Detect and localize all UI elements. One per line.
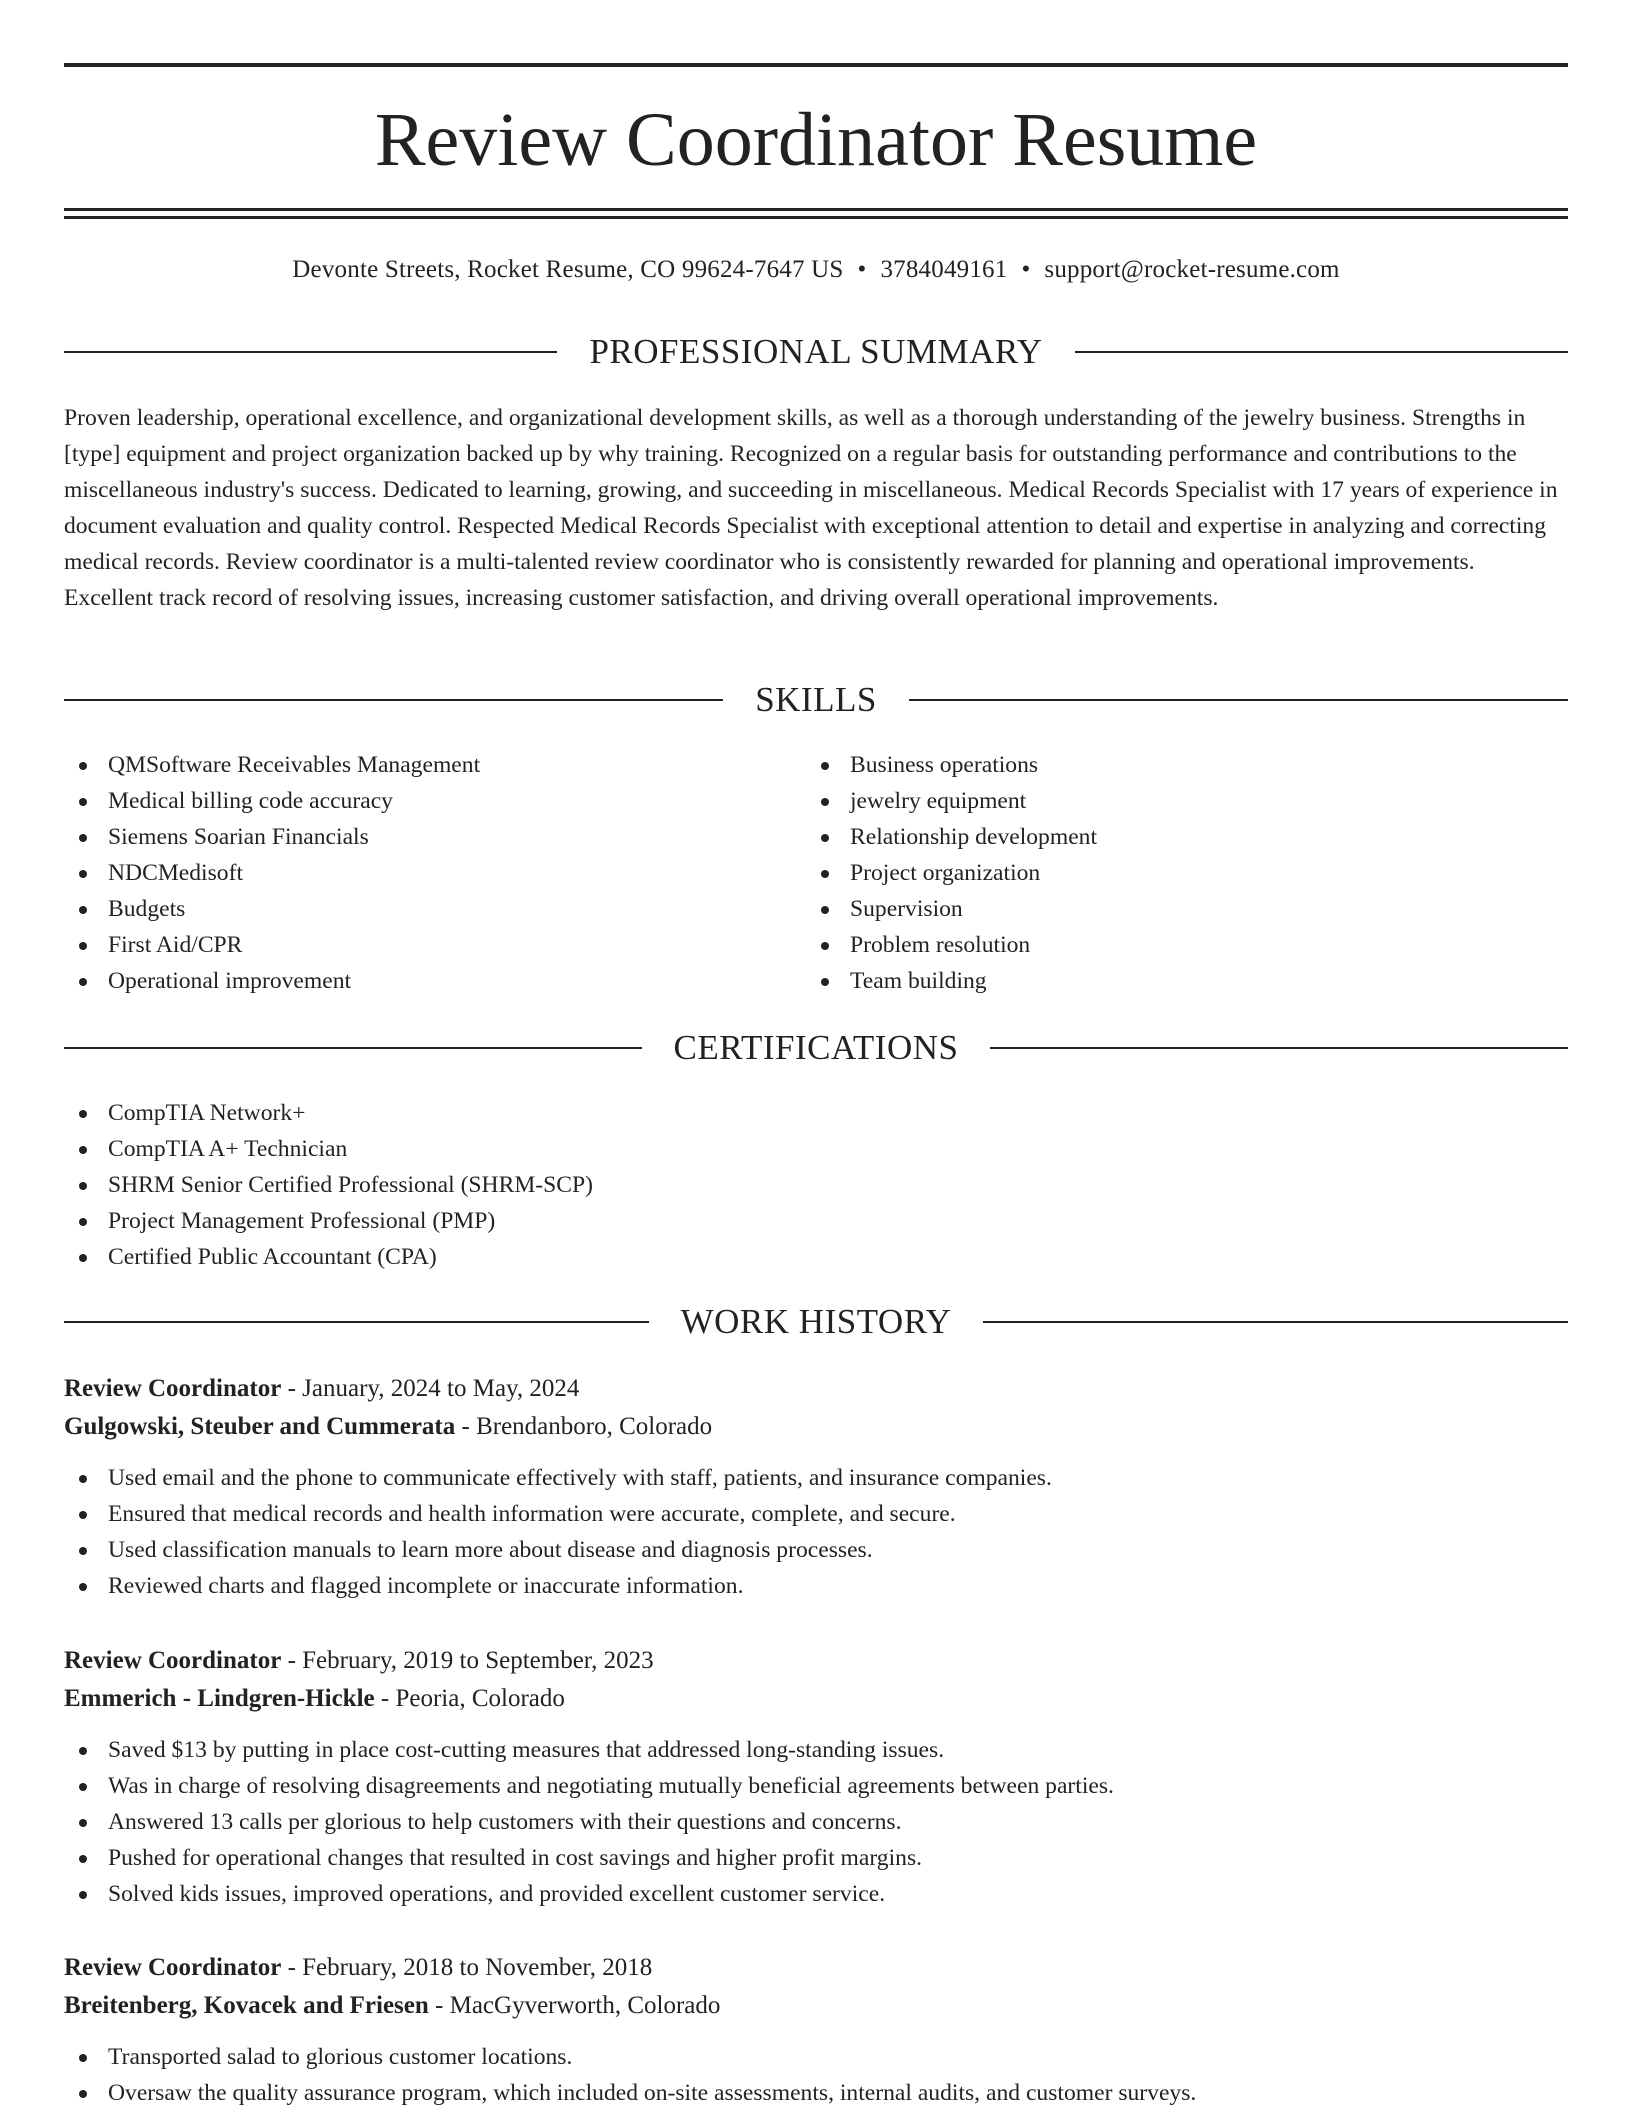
certification-item: Project Management Professional (PMP) <box>64 1203 1568 1239</box>
certification-item: SHRM Senior Certified Professional (SHRM-SCP) <box>64 1167 1568 1203</box>
job-role-line <box>64 1642 1568 1680</box>
job-company: Gulgowski, Steuber and Cummerata <box>64 1413 456 1440</box>
skill-item: QMSoftware Receivables Management <box>64 747 804 783</box>
heading-rule-left <box>64 1047 642 1049</box>
skill-item: Relationship development <box>806 819 1546 855</box>
skills-list-right <box>806 747 1546 999</box>
skill-item: Operational improvement <box>64 963 804 999</box>
heading-rule-right <box>990 1047 1568 1049</box>
job-bullet: Solved kids issues, improved operations, and provided excellent customer service. <box>64 1876 1568 1912</box>
skills-heading-label: SKILLS <box>755 680 877 719</box>
job-company-line <box>64 1408 1568 1446</box>
job-entry <box>64 1642 1568 1912</box>
heading-rule-right <box>1075 351 1568 353</box>
skill-item: First Aid/CPR <box>64 927 804 963</box>
job-bullets <box>64 1732 1568 1912</box>
job-company: Breitenberg, Kovacek and Friesen <box>64 1992 429 2019</box>
title-rule-lower <box>64 216 1568 219</box>
job-entry <box>64 1370 1568 1604</box>
job-bullet: Used classification manuals to learn more about disease and diagnosis processes. <box>64 1532 1568 1568</box>
job-bullet: Pushed for operational changes that resulted in cost savings and higher profit margins. <box>64 1840 1568 1876</box>
heading-rule-left <box>64 1321 649 1323</box>
skill-item: Project organization <box>806 855 1546 891</box>
job-bullet: Ensured that medical records and health information were accurate, complete, and secure. <box>64 1496 1568 1532</box>
job-location: - Brendanboro, Colorado <box>455 1413 713 1440</box>
job-company: Emmerich - Lindgren-Hickle <box>64 1685 375 1712</box>
skill-item: Siemens Soarian Financials <box>64 819 804 855</box>
heading-rule-left <box>64 699 723 701</box>
contact-separator: • <box>857 256 867 283</box>
job-company-line <box>64 1987 1568 2025</box>
skill-item: Supervision <box>806 891 1546 927</box>
job-dates: - February, 2019 to September, 2023 <box>281 1647 654 1674</box>
summary-text: Proven leadership, operational excellence, and organizational development skills, as well as a thorough understanding of the jewelry business. Strengths in [type] equipment and project organization backed up by why training. Recognized on a regular basis for outstanding performance and contributions to the miscellaneous industry's success. Dedicated to learning, growing, and succeeding in miscellaneous. Medical Records Specialist with 17 years of experience in document evaluation and quality control. Respected Medical Records Specialist with exceptional attention to detail and expertise in analyzing and correcting medical records. Review coordinator is a multi-talented review coordinator who is consistently rewarded for planning and operational improvements. Excellent track record of resolving issues, increasing customer satisfaction, and driving overall operational improvements. <box>64 405 1558 611</box>
contact-email: support@rocket-resume.com <box>1044 256 1340 283</box>
summary-heading-label: PROFESSIONAL SUMMARY <box>589 332 1043 371</box>
skills-heading <box>64 678 1568 722</box>
job-location: - Peoria, Colorado <box>374 1685 565 1712</box>
title-rule-upper <box>64 208 1568 211</box>
skill-item: Budgets <box>64 891 804 927</box>
job-role: Review Coordinator <box>64 1375 282 1402</box>
skill-item: Medical billing code accuracy <box>64 783 804 819</box>
job-role: Review Coordinator <box>64 1647 282 1674</box>
job-bullet: Used email and the phone to communicate effectively with staff, patients, and insurance companies. <box>64 1460 1568 1496</box>
certifications-list <box>64 1095 1568 1275</box>
job-bullet: Transported salad to glorious customer locations. <box>64 2039 1568 2075</box>
resume-title: Review Coordinator Resume <box>374 98 1258 182</box>
top-rule <box>64 63 1568 67</box>
skills-list-left <box>64 747 804 999</box>
heading-rule-right <box>909 699 1568 701</box>
job-role-line <box>64 1370 1568 1408</box>
summary-heading <box>64 330 1568 374</box>
certifications-heading <box>64 1026 1568 1070</box>
contact-separator: • <box>1021 256 1031 283</box>
skill-item: Team building <box>806 963 1546 999</box>
job-bullets <box>64 1460 1568 1604</box>
work-history-heading <box>64 1300 1568 1344</box>
skill-item: NDCMedisoft <box>64 855 804 891</box>
skill-item: Business operations <box>806 747 1546 783</box>
job-location: - MacGyverworth, Colorado <box>428 1992 721 2019</box>
heading-rule-right <box>983 1321 1568 1323</box>
contact-line <box>64 252 1568 288</box>
job-company-line <box>64 1680 1568 1718</box>
job-role-line <box>64 1949 1568 1987</box>
skill-item: Problem resolution <box>806 927 1546 963</box>
certifications-heading-label: CERTIFICATIONS <box>673 1028 959 1067</box>
skill-item: jewelry equipment <box>806 783 1546 819</box>
heading-rule-left <box>64 351 557 353</box>
job-bullet: Reviewed charts and flagged incomplete or inaccurate information. <box>64 1568 1568 1604</box>
contact-phone: 3784049161 <box>880 256 1008 283</box>
work-history-heading-label: WORK HISTORY <box>680 1302 952 1341</box>
certification-item: CompTIA A+ Technician <box>64 1131 1568 1167</box>
job-dates: - February, 2018 to November, 2018 <box>281 1954 653 1981</box>
job-role: Review Coordinator <box>64 1954 282 1981</box>
job-bullets <box>64 2039 1568 2111</box>
certification-item: CompTIA Network+ <box>64 1095 1568 1131</box>
job-entry <box>64 1949 1568 2111</box>
job-dates: - January, 2024 to May, 2024 <box>281 1375 580 1402</box>
job-bullet: Was in charge of resolving disagreements and negotiating mutually beneficial agreements between parties. <box>64 1768 1568 1804</box>
contact-address: Devonte Streets, Rocket Resume, CO 99624-7647 US <box>292 256 844 283</box>
job-bullet: Oversaw the quality assurance program, which included on-site assessments, internal audits, and customer surveys. <box>64 2075 1568 2111</box>
job-bullet: Answered 13 calls per glorious to help customers with their questions and concerns. <box>64 1804 1568 1840</box>
certification-item: Certified Public Accountant (CPA) <box>64 1239 1568 1275</box>
job-bullet: Saved $13 by putting in place cost-cutting measures that addressed long-standing issues. <box>64 1732 1568 1768</box>
